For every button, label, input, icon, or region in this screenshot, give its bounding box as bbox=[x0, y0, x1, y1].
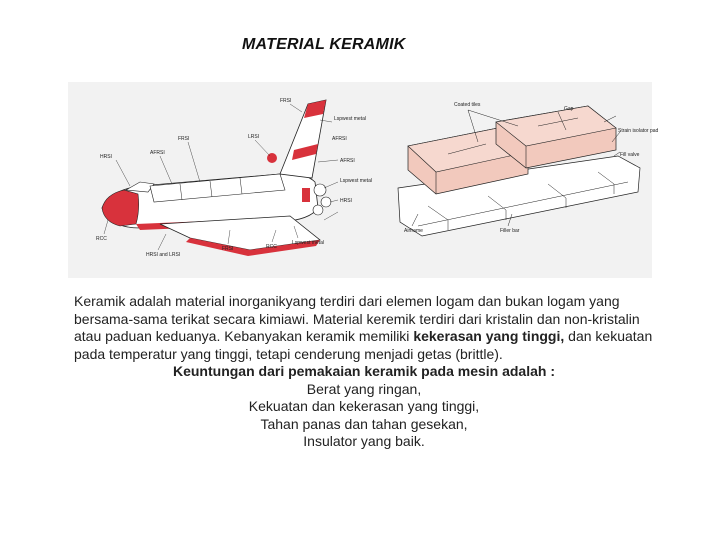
slide-title: MATERIAL KERAMIK bbox=[242, 36, 406, 53]
advantage-item: Tahan panas dan tahan gesekan, bbox=[260, 415, 468, 432]
label-frsi-bottom: FRSI bbox=[222, 246, 234, 252]
label-hrsi-left: HRSI bbox=[100, 154, 112, 160]
paragraph-text-1: Keramik adalah material inorganikyang terdiri dari elemen logam dan bukan logam yang bersama-sama terikat secara kimiawi. Material keremik terdiri dari kristalin dan non-kristalin atau paduan keduanya. Kebanyakan keramik memiliki bbox=[74, 293, 640, 344]
label-rcc-left: RCC bbox=[96, 236, 107, 242]
label-coated-tiles: Coated tiles bbox=[454, 102, 481, 108]
label-frsi-tail: FRSI bbox=[280, 98, 292, 104]
label-lspwest-tail: Lspwest metal bbox=[334, 116, 366, 122]
label-lspwest-right: Lspwest metal bbox=[340, 178, 372, 184]
description-paragraph bbox=[74, 293, 654, 363]
figure-panel bbox=[68, 82, 659, 278]
label-afrsi-right: AFRSI bbox=[332, 136, 347, 142]
label-lspwest-bottom: Lspwest metal bbox=[292, 240, 324, 246]
tile-diagram bbox=[388, 96, 659, 266]
advantage-item: Kekuatan dan kekerasan yang tinggi, bbox=[248, 398, 480, 414]
body-text bbox=[74, 293, 654, 451]
label-hrsi-lrsi: HRSI and LRSI bbox=[146, 252, 181, 258]
shuttle-diagram bbox=[80, 90, 370, 276]
advantage-item: Insulator yang baik. bbox=[303, 433, 425, 449]
advantages-heading: Keuntungan dari pemakaian keramik pada mesin adalah : bbox=[172, 363, 555, 379]
label-filler-bar: Filler bar bbox=[500, 228, 520, 234]
label-airframe: Airframe bbox=[404, 228, 423, 234]
advantage-item: Berat yang ringan, bbox=[306, 380, 422, 397]
label-lrsi: LRSI bbox=[248, 134, 260, 140]
label-hrsi-right: HRSI bbox=[340, 198, 352, 204]
label-gap: Gap bbox=[564, 106, 574, 112]
paragraph-text-2: dan kekuatan pada temperatur yang tinggi, tetapi cenderung menjadi getas (brittle). bbox=[74, 328, 653, 362]
label-afrsi-right2: AFRSI bbox=[340, 158, 355, 164]
label-fill-valve: Fill valve bbox=[620, 152, 640, 158]
label-rcc-bottom: RCC bbox=[266, 244, 277, 250]
label-strain-isolator: Strain isolator pad bbox=[618, 128, 659, 134]
paragraph-bold: kekerasan yang tinggi, bbox=[413, 328, 565, 344]
label-afrsi-left: AFRSI bbox=[150, 150, 165, 156]
label-frsi-left: FRSI bbox=[178, 136, 190, 142]
